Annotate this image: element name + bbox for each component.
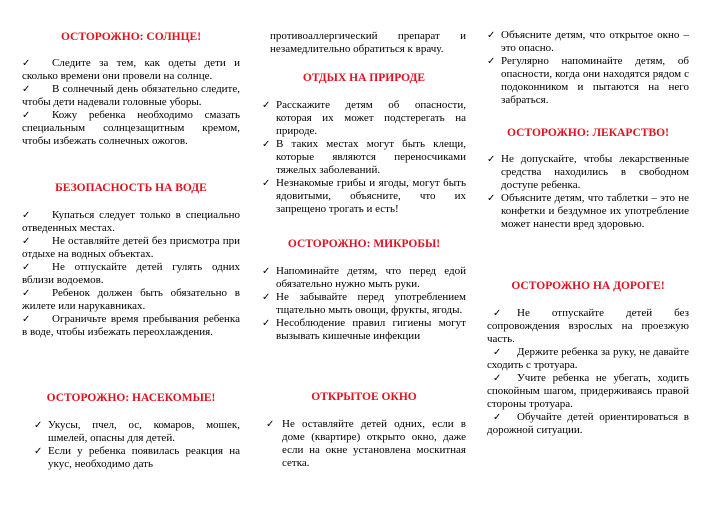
list-item: ✓ Купаться следует только в специально отведенных местах. [22,209,240,234]
list-item: ✓ Учите ребенка не убегать, ходить спокойным шагом, придерживаясь правой стороны тротуара. [487,372,689,410]
checkmark-icon: ✓ [22,110,31,121]
checkmark-icon: ✓ [262,318,271,329]
water-list [22,209,240,339]
list-item: ✓ Ребенок должен быть обязательно в жилете или нарукавниках. [22,287,240,312]
road-list [487,307,689,437]
list-item: ✓ В таких местах могут быть клещи, которые являются переносчиками тяжелых заболеваний. [262,138,466,176]
sun-heading: ОСТОРОЖНО: СОЛНЦЕ! [60,31,202,43]
checkmark-icon: ✓ [22,84,31,95]
checkmark-icon: ✓ [493,347,502,358]
list-item: ✓ Укусы, пчел, ос, комаров, мошек, шмелей, опасны для детей. [34,419,240,444]
nature-heading: ОТДЫХ НА ПРИРОДЕ [302,72,426,84]
list-item: ✓ Не отпускайте детей без сопровождения взрослых на проезжую часть. [487,307,689,345]
checkmark-icon: ✓ [22,58,31,69]
list-item: ✓ Не отпускайте детей гулять одних вблизи водоемов. [22,261,240,286]
continuation-text: противоаллергический препарат и незамедлительно обратиться к врачу. [270,30,466,55]
list-item: ✓ Незнакомые грибы и ягоды, могут быть ядовитыми, объясните, что их запрещено трогать и есть! [262,177,466,215]
nature-list [262,99,466,216]
checkmark-icon: ✓ [487,154,496,165]
checkmark-icon: ✓ [262,266,271,277]
checkmark-icon: ✓ [34,446,43,457]
checkmark-icon: ✓ [266,419,275,430]
list-item: ✓ Не оставляйте детей одних, если в доме (квартире) открыто окно, даже если на окне установлена москитная сетка. [266,418,466,469]
list-item: ✓ Не допускайте, чтобы лекарственные средства находились в свободном доступе ребенка. [487,153,689,191]
list-item: ✓ Если у ребенка появилась реакция на укус, необходимо дать [34,445,240,470]
list-item: ✓ Напоминайте детям, что перед едой обязательно нужно мыть руки. [262,265,466,290]
list-item: ✓ Не оставляйте детей без присмотра при отдыхе на водных объектах. [22,235,240,260]
list-item: ✓ Следите за тем, как одеты дети и сколько времени они провели на солнце. [22,57,240,82]
checkmark-icon: ✓ [487,193,496,204]
medicine-list [487,153,689,231]
sun-list [22,57,240,148]
checkmark-icon: ✓ [262,178,271,189]
checkmark-icon: ✓ [487,56,496,67]
insects-heading: ОСТОРОЖНО: НАСЕКОМЫЕ! [46,392,216,404]
checkmark-icon: ✓ [262,139,271,150]
list-item: ✓ Регулярно напоминайте детям, об опасности, когда они находятся рядом с подоконником и пытаются на него забраться. [487,55,689,106]
checkmark-icon: ✓ [493,308,502,319]
checkmark-icon: ✓ [487,30,496,41]
window-heading: ОТКРЫТОЕ ОКНО [311,391,417,403]
window-cont-list [487,29,689,107]
list-item: ✓ Расскажите детям об опасности, которая их может подстерегать на природе. [262,99,466,137]
checkmark-icon: ✓ [22,236,31,247]
checkmark-icon: ✓ [493,412,502,423]
list-item: ✓ Не забывайте перед употреблением тщательно мыть овощи, фрукты, ягоды. [262,291,466,316]
road-heading: ОСТОРОЖНО НА ДОРОГЕ! [511,280,665,292]
checkmark-icon: ✓ [262,292,271,303]
insects-list [34,419,240,471]
microbes-list [262,265,466,343]
checkmark-icon: ✓ [493,373,502,384]
list-item: ✓ Обучайте детей ориентироваться в дорожной ситуации. [487,411,689,436]
list-item: ✓ В солнечный день обязательно следите, чтобы дети надевали головные уборы. [22,83,240,108]
checkmark-icon: ✓ [34,420,43,431]
list-item: ✓ Объясните детям, что таблетки – это не конфетки и бездумное их употребление может нанести вред здоровью. [487,192,689,230]
water-heading: БЕЗОПАСНОСТЬ НА ВОДЕ [55,182,207,194]
checkmark-icon: ✓ [22,288,31,299]
medicine-heading: ОСТОРОЖНО: ЛЕКАРСТВО! [507,127,669,139]
list-item: ✓ Несоблюдение правил гигиены могут вызывать кишечные инфекции [262,317,466,342]
list-item: ✓ Объясните детям, что открытое окно – это опасно. [487,29,689,54]
checkmark-icon: ✓ [22,314,31,325]
microbes-heading: ОСТОРОЖНО: МИКРОБЫ! [287,238,441,250]
list-item: ✓ Держите ребенка за руку, не давайте сходить с тротуара. [487,346,689,371]
checkmark-icon: ✓ [22,210,31,221]
window-list [266,418,466,470]
checkmark-icon: ✓ [22,262,31,273]
list-item: ✓ Ограничьте время пребывания ребенка в воде, чтобы избежать переохлаждения. [22,313,240,338]
checkmark-icon: ✓ [262,100,271,111]
list-item: ✓ Кожу ребенка необходимо смазать специальным солнцезащитным кремом, чтобы избежать солнечных ожогов. [22,109,240,147]
